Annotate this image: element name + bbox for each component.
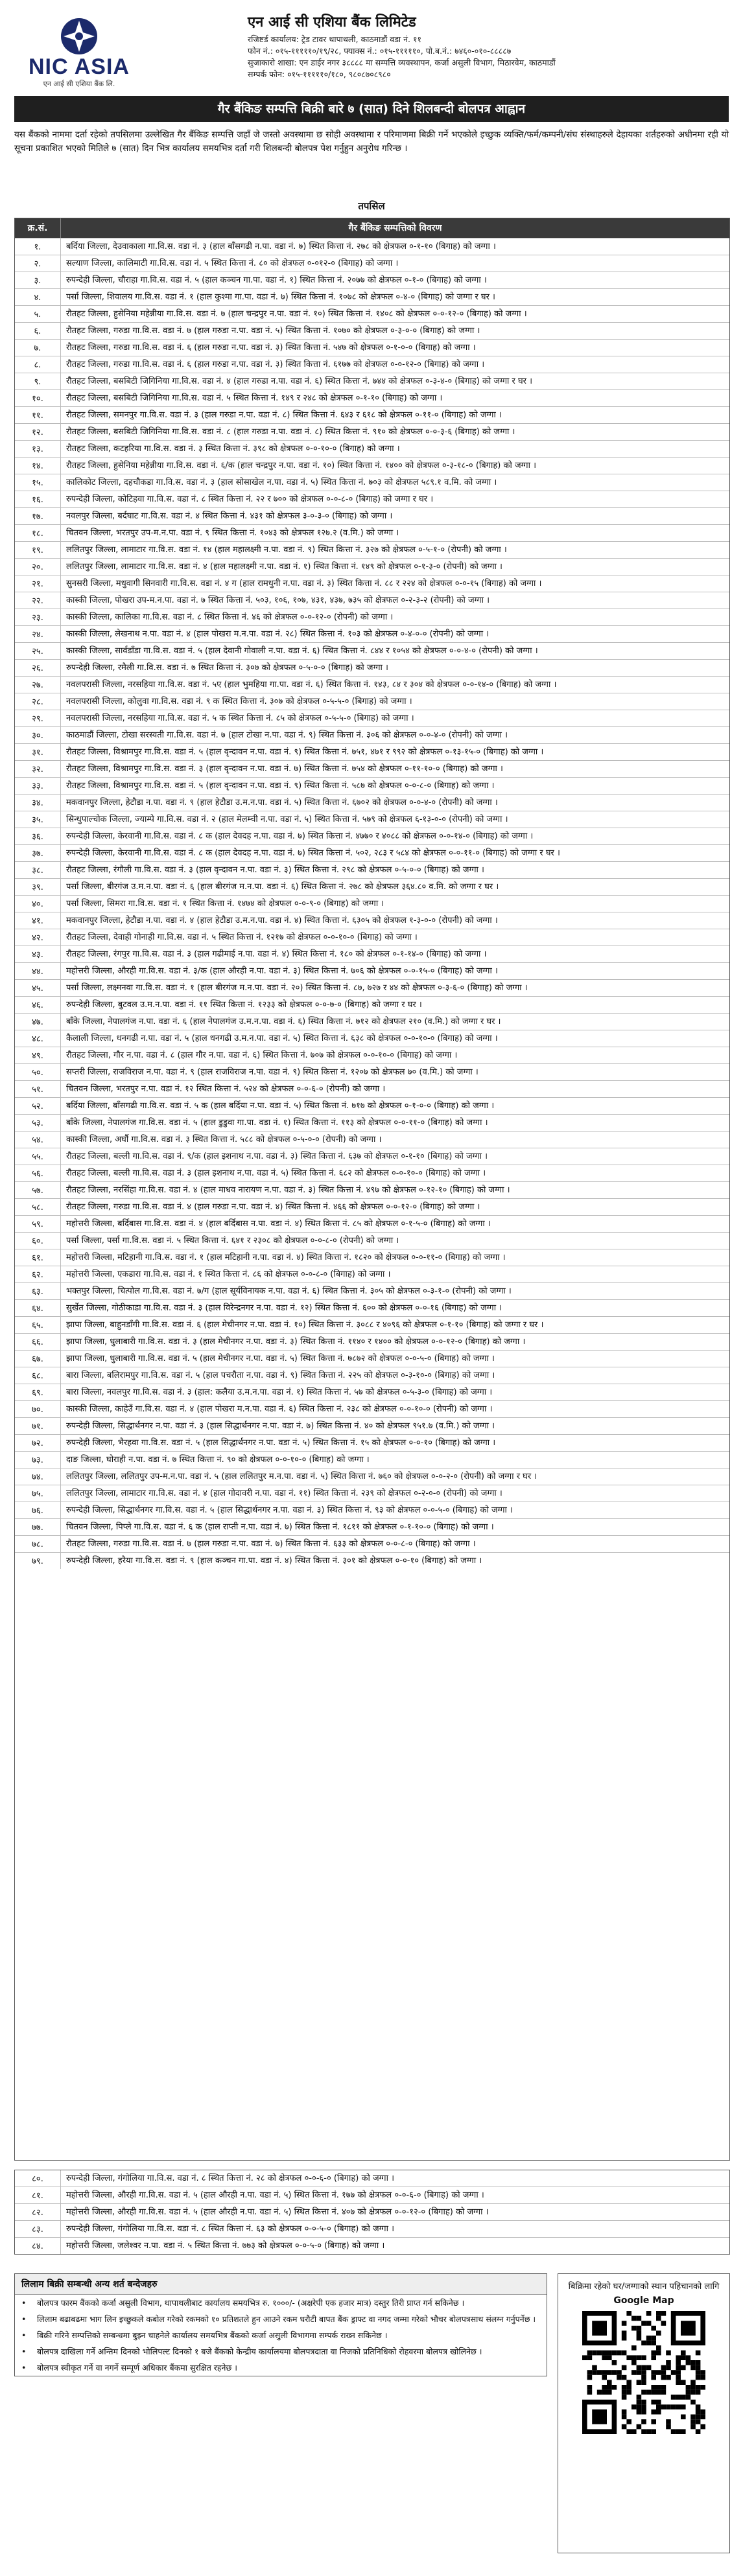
table-row <box>15 1198 729 1215</box>
row-desc: रौतहट जिल्ला, कटहरिया गा.वि.स. वडा नं. ३ स्थित कित्ता नं. ३९८ को क्षेत्रफल ०-०-१०-० (बिगाह) को जग्गा । <box>66 444 400 454</box>
table-row <box>15 1097 729 1114</box>
row-sn: २२. <box>15 592 61 609</box>
row-sn: ८०. <box>15 2170 61 2187</box>
table-row <box>15 962 729 979</box>
org-name: एन आई सी एशिया बैंक लिमिटेड <box>248 14 416 30</box>
phone-line: फोन नं.: ०१५-१११११०/१९/२८, फ्याक्स नं.: ०१५-१११११०, पो.ब.नं.: ७४६०-०१०-८८८८७ <box>248 46 512 56</box>
row-sn: ५०. <box>15 1064 61 1080</box>
row-desc: मकवानपुर जिल्ला, हेटौडा न.पा. वडा नं. ९ (हाल हेटौडा उ.म.न.पा. वडा नं. ५) स्थित कित्ता नं. ६७०२ को क्षेत्रफल ०-०-४-० (रोपनी) को जग्गा । <box>66 798 498 807</box>
row-desc: सुनसरी जिल्ला, मधुवागी सिनवारी गा.वि.स. वडा नं. ४ ग (हाल रामधुनी न.पा. वडा नं. ३) स्थित कित्ता नं. ८८ र २२४ को क्षेत्रफल ०-०-१५ (बिगाह) को जग्गा । <box>66 579 542 588</box>
row-desc: रौतहट जिल्ला, गरुडा गा.वि.स. वडा नं. ६ (हाल गरुडा न.पा. वडा नं. ३) स्थित कित्ता नं. ५४७ को क्षेत्रफल ०-१-०-० (बिगाह) को जग्गा । <box>66 343 476 353</box>
table-row <box>15 1451 729 1468</box>
table-row <box>15 912 729 929</box>
row-desc: झापा जिल्ला, धुलाबारी गा.वि.स. वडा नं. ५ (हाल मेचीनगर न.पा. वडा नं. ५) स्थित कित्ता नं. ७८७२ को क्षेत्रफल ०-०-५-० (बिगाह) को जग्गा । <box>66 1354 495 1363</box>
row-desc: कास्की जिल्ला, लेखनाथ न.पा. वडा नं. ४ (हाल पोखरा म.न.पा. वडा नं. २८) स्थित कित्ता नं. १०३ को क्षेत्रफल ०-४-०-० (रोपनी) को जग्गा । <box>66 629 489 639</box>
table-row <box>15 811 729 828</box>
row-sn: ४३. <box>15 946 61 962</box>
row-sn: ७३. <box>15 1452 61 1468</box>
row-sn: ६४. <box>15 1300 61 1316</box>
table-row <box>15 1417 729 1434</box>
row-desc: सप्तरी जिल्ला, राजविराज न.पा. वडा नं. ९ (हाल राजविराज न.पा. वडा नं. ९) स्थित कित्ता नं. १२०७ को क्षेत्रफल ७० (व.मि.) को जग्गा । <box>66 1067 478 1077</box>
row-desc: रुपन्देही जिल्ला, कोटिहवा गा.वि.स. वडा नं. ८ स्थित कित्ता नं. २२ र ७०० को क्षेत्रफल ०-०-८-० (बिगाह) को जग्गा र घर । <box>66 494 434 504</box>
row-sn: ७१. <box>15 1418 61 1434</box>
row-sn: ५३. <box>15 1115 61 1131</box>
continuation-table <box>14 2170 730 2255</box>
row-desc: सिन्धुपाल्चोक जिल्ला, ज्याम्पे गा.वि.स. वडा नं. २ (हाल मेलम्ची न.पा. वडा नं. ५) स्थित कित्ता नं. ५७९ को क्षेत्रफल ६-१३-०-० (रोपनी) को जग्गा । <box>66 815 508 824</box>
row-sn: ७८. <box>15 1536 61 1552</box>
table-row <box>15 1350 729 1367</box>
condition-text: बोलपत्र स्वीकृत गर्ने वा नगर्ने सम्पूर्ण अधिकार बैंकमा सुरक्षित रहनेछ । <box>37 2363 237 2373</box>
table-row <box>15 1131 729 1148</box>
table-row <box>15 474 729 491</box>
row-sn: ६५. <box>15 1317 61 1333</box>
table-row <box>15 238 729 255</box>
row-sn: १६. <box>15 491 61 507</box>
bank-logo <box>14 17 144 88</box>
table-body <box>15 238 729 2160</box>
table-row <box>15 726 729 743</box>
notice-intro: यस बैंकको नाममा दर्ता रहेको तपसिलमा उल्लेखित गैर बैंकिङ सम्पत्ति जहाँ जे जस्तो अवस्थामा छ सोही अवस्थामा र परिमाणमा बिक्री गर्ने भएकोले इच्छुक व्यक्ति/फर्म/कम्पनी/संघ संस्थाहरुले देहायका शर्तहरुको अधीनमा रही यो सूचना प्रकाशित भएको मितिले ७ (सात) दिन भित्र कार्यालय समयभित्र दर्ता गरी शिलबन्दी बोलपत्र पेश गर्नुहुन अनुरोध गरिन्छ । <box>14 130 729 154</box>
table-header <box>15 218 729 238</box>
map-caption: बिक्रिमा रहेको घर/जग्गाको स्थान पहिचानको लागि <box>568 2282 720 2292</box>
notice-page <box>14 12 729 2565</box>
table-row <box>15 1282 729 1299</box>
table-row <box>15 777 729 794</box>
table-row <box>15 1485 729 1502</box>
row-sn: ५१. <box>15 1081 61 1097</box>
row-sn: ६. <box>15 323 61 339</box>
conditions-box <box>14 2273 547 2376</box>
row-sn: ७५. <box>15 1485 61 1502</box>
row-desc: बारा जिल्ला, नवलपुर गा.वि.स. वडा नं. ३ (हाल: कलैया उ.म.न.पा. वडा नं. १) स्थित कित्ता नं. ५७ को क्षेत्रफल ०-५-३-० (बिगाह) को जग्गा । <box>66 1387 493 1397</box>
row-sn: १२. <box>15 424 61 440</box>
table-row <box>15 710 729 726</box>
row-desc: रुपन्देही जिल्ला, गंगोलिया गा.वि.स. वडा नं. ८ स्थित कित्ता नं. २८ को क्षेत्रफल ०-०-६-० (बिगाह) को जग्गा । <box>66 2174 395 2183</box>
row-sn: ३९. <box>15 879 61 895</box>
row-desc: चितवन जिल्ला, पिप्ले गा.वि.स. वडा नं. ६ क (हाल राप्ती न.पा. वडा नं. ७) स्थित कित्ता नं. १८११ को क्षेत्रफल ०-१-१०-० (बिगाह) को जग्गा । <box>66 1522 494 1532</box>
logo-tagline: एन आई सी एशिया बैंक लि. <box>43 80 115 88</box>
row-sn: ८४. <box>15 2238 61 2254</box>
table-row <box>15 1047 729 1063</box>
row-sn: २७. <box>15 677 61 693</box>
row-sn: ४५. <box>15 980 61 996</box>
table-row <box>15 524 729 541</box>
row-sn: ४८. <box>15 1030 61 1047</box>
row-desc: रुपन्देही जिल्ला, केरवानी गा.वि.स. वडा नं. ८ क (हाल देवदह न.पा. वडा नं. ७) स्थित कित्ता नं. ५०२, २८३ र ५८४ को क्षेत्रफल ०-०-११-० (बिगाह) को जग्गा र घर । <box>66 848 560 858</box>
row-desc: नवलपरासी जिल्ला, कोलुवा गा.वि.स. वडा नं. ९ क स्थित कित्ता नं. ३०७ को क्षेत्रफल ०-५-५-० (बिगाह) को जग्गा । <box>66 697 412 706</box>
table-row <box>15 1249 729 1266</box>
table-row <box>15 861 729 878</box>
row-sn: ९. <box>15 373 61 389</box>
bank-logo-icon <box>60 17 99 56</box>
row-desc: महोत्तरी जिल्ला, औरही गा.वि.स. वडा नं. ५ (हाल औरही न.पा. वडा नं. ५) स्थित कित्ता नं. ४०७ को क्षेत्रफल ०-०-१२-० (बिगाह) को जग्गा । <box>66 2207 489 2217</box>
condition-item <box>15 2327 547 2343</box>
table-row <box>15 979 729 996</box>
condition-number: • <box>21 2330 27 2340</box>
table-row <box>15 575 729 592</box>
row-desc: रुपन्देही जिल्ला, चौराहा गा.वि.स. वडा नं. ५ (हाल कञ्चन गा.पा. वडा नं. १) स्थित कित्ता नं. २०७७ को क्षेत्रफल ०-१-० (बिगाह) को जग्गा । <box>66 275 487 285</box>
row-desc: रौतहट जिल्ला, बल्ली गा.वि.स. वडा नं. ९/क (हाल इशनाथ न.पा. वडा नं. ३) स्थित कित्ता नं. ६३७ को क्षेत्रफल ०-१-१० (बिगाह) को जग्गा । <box>66 1152 488 1161</box>
row-desc: रौतहट जिल्ला, नरसिंहा गा.वि.स. वडा नं. ४ (हाल माधव नारायण न.पा. वडा नं. ३) स्थित कित्ता नं. ४९७ को क्षेत्रफल ०-१२-१० (बिगाह) को जग्गा । <box>66 1185 510 1195</box>
table-row <box>15 1165 729 1181</box>
row-desc: रुपन्देही जिल्ला, भैरहवा गा.वि.स. वडा नं. ५ (हाल सिद्धार्थनगर न.पा. वडा नं. ५) स्थित कित्ता नं. १५ को क्षेत्रफल ०-०-१० (बिगाह) को जग्गा । <box>66 1438 496 1448</box>
row-desc: महोत्तरी जिल्ला, औरही गा.वि.स. वडा नं. ३/क (हाल औरही न.पा. वडा नं. ३) स्थित कित्ता नं. ७०६ को क्षेत्रफल ०-०-१५-० (बिगाह) को जग्गा । <box>66 966 498 976</box>
conditions-title: लिलाम बिक्री सम्बन्धी अन्य शर्त बन्देजहरु <box>15 2274 547 2295</box>
row-desc: रौतहट जिल्ला, बल्ली गा.वि.स. वडा नं. ३ (हाल इशनाथ न.पा. वडा नं. ५) स्थित कित्ता नं. ६८२ को क्षेत्रफल ०-०-१०-० (बिगाह) को जग्गा । <box>66 1168 486 1178</box>
row-desc: कास्की जिल्ला, काहेउँ गा.वि.स. वडा नं. ४ (हाल पोखरा म.न.पा. वडा नं. ६) स्थित कित्ता नं. २३८ को क्षेत्रफल ०-०-१०-० (रोपनी) को जग्गा । <box>66 1404 493 1414</box>
row-desc: रौतहट जिल्ला, रंगौली गा.वि.स. वडा नं. ३ (हाल वृन्दावन न.पा. वडा नं. ३) स्थित कित्ता नं. २९८ को क्षेत्रफल ०-५-०-० (बिगाह) को जग्गा । <box>66 865 484 875</box>
table-row <box>15 2170 729 2187</box>
notice-title: गैर बैंकिङ सम्पत्ति बिक्री बारे ७ (सात) दिने शिलबन्दी बोलपत्र आह्वान <box>14 96 729 122</box>
row-sn: ५७. <box>15 1182 61 1198</box>
row-desc: रुपन्देही जिल्ला, केरवानी गा.वि.स. वडा नं. ८ क (हाल देवदह न.पा. वडा नं. ७) स्थित कित्ता नं. ४७७० र ४०८८ को क्षेत्रफल ०-०-१४-० (बिगाह) को जग्गा । <box>66 831 534 841</box>
row-sn: ४२. <box>15 929 61 946</box>
row-desc: रौतहट जिल्ला, बसबिटी जिगिनिया गा.वि.स. वडा नं. ८ (हाल गरुडा न.पा. वडा नं. ८) स्थित कित्ता नं. ९१० को क्षेत्रफल ०-०-३-६ (बिगाह) को जग्गा । <box>66 427 515 437</box>
table-row <box>15 592 729 609</box>
table-row <box>15 642 729 659</box>
row-desc: काठमाडौं जिल्ला, टोखा सरस्वती गा.वि.स. वडा नं. ७ (हाल टोखा न.पा. वडा नं. ९) स्थित कित्ता नं. ३०६ को क्षेत्रफल ०-०-४-० (रोपनी) को जग्गा । <box>66 730 508 740</box>
table-row <box>15 558 729 575</box>
row-desc: रौतहट जिल्ला, समनपुर गा.वि.स. वडा नं. ३ (हाल गरुडा न.पा. वडा नं. ८) स्थित कित्ता नं. ६४३ र ६१८ को क्षेत्रफल ०-११-० (बिगाह) को जग्गा । <box>66 410 502 420</box>
row-desc: कालिकोट जिल्ला, दहचौकडा गा.वि.स. वडा नं. ३ (हाल सोसाखेल न.पा. वडा नं. ५) स्थित कित्ता नं. ७०३ को क्षेत्रफल ५८९.१ व.मि. को जग्गा । <box>66 478 497 487</box>
row-desc: रुपन्देही जिल्ला, गंगोलिया गा.वि.स. वडा नं. ८ स्थित कित्ता नं. ६३ को क्षेत्रफल ०-०-५-० (बिगाह) को जग्गा । <box>66 2224 395 2234</box>
address-line: रजिष्टर्ड कार्यालय: ट्रेड टावर थापाथली, काठमाडौं वडा नं. ११ <box>248 34 422 44</box>
row-sn: ५८. <box>15 1199 61 1215</box>
row-desc: कैलाली जिल्ला, धनगढी न.पा. वडा नं. ५ (हाल धनगढी उ.म.न.पा. वडा नं. ५) स्थित कित्ता नं. ६३८ को क्षेत्रफल ०-०-१०-० (बिगाह) को जग्गा । <box>66 1034 498 1043</box>
row-desc: रौतहट जिल्ला, देवाही गोनाही गा.वि.स. वडा नं. ५ स्थित कित्ता नं. १२१७ को क्षेत्रफल ०-०-१०-० (बिगाह) को जग्गा । <box>66 933 418 942</box>
condition-text: लिलाम बढाबढमा भाग लिन इच्छुकले कबोल गरेको रकमको १० प्रतिशतले हुन आउने रकम धरौटी बापत बैंक ड्राफ्ट वा नगद जम्मा गरेको भौचर बोलपत्रसाथ संलग्न गर्नुपर्नेछ । <box>37 2314 536 2324</box>
row-desc: रुपन्देही जिल्ला, सिद्धार्थनगर गा.वि.स. वडा नं. ५ (हाल सिद्धार्थनगर न.पा. वडा नं. ३) स्थित कित्ता नं. ९३ को क्षेत्रफल ०-०-५-० (बिगाह) को जग्गा । <box>66 1505 513 1515</box>
table-row <box>15 491 729 507</box>
row-desc: कास्की जिल्ला, पोखरा उप-म.न.पा. वडा नं. ७ स्थित कित्ता नं. ५०३, १०६, १०७, ४३१, ४३७, ७३५ को क्षेत्रफल ०-२-३-२ (रोपनी) को जग्गा । <box>66 596 490 605</box>
row-sn: १७. <box>15 508 61 524</box>
condition-item <box>15 2343 547 2360</box>
row-desc: रुपन्देही जिल्ला, सिद्धार्थनगर न.पा. वडा नं. ३ (हाल सिद्धार्थनगर न.पा. वडा नं. ७) स्थित कित्ता नं. ४० को क्षेत्रफल ९५१.७ (व.मि.) को जग्गा । <box>66 1421 495 1431</box>
row-desc: रुपन्देही जिल्ला, रमैली गा.वि.स. वडा नं. ७ स्थित कित्ता नं. ३०७ को क्षेत्रफल ०-५-०-० (बिगाह) को जग्गा । <box>66 663 388 673</box>
row-desc: रौतहट जिल्ला, हुसेनिया महेन्नीया गा.वि.स. वडा नं. ७ (हाल चन्द्रपुर न.पा. वडा नं. १०) स्थित कित्ता नं. १४०८ को क्षेत्रफल ०-०-१२-० (बिगाह) को जग्गा । <box>66 309 527 319</box>
row-sn: ६२. <box>15 1266 61 1282</box>
table-row <box>15 356 729 373</box>
table-row <box>15 693 729 710</box>
table-row <box>15 828 729 844</box>
row-sn: ११. <box>15 407 61 423</box>
table-row <box>15 255 729 272</box>
row-sn: ७७. <box>15 1519 61 1535</box>
row-desc: चितवन जिल्ला, भरतपुर उप-म.न.पा. वडा नं. ९ स्थित कित्ता नं. १०४३ को क्षेत्रफल १२७.२ (व.मि.) को जग्गा । <box>66 528 399 538</box>
row-desc: पर्सा जिल्ला, लक्ष्मनवा गा.वि.स. वडा नं. १ (हाल बीरगंज म.न.पा. वडा नं. २०) स्थित कित्ता नं. ८७, ७२७ र ४४ को क्षेत्रफल ०-३-६-० (बिगाह) को जग्गा । <box>66 983 528 993</box>
row-desc: रौतहट जिल्ला, विश्रामपुर गा.वि.स. वडा नं. ५ (हाल वृन्दावन न.पा. वडा नं. ९) स्थित कित्ता नं. ७५१, ४७१ र ९९२ को क्षेत्रफल ०-१३-१५-० (बिगाह) को जग्गा । <box>66 747 544 757</box>
map-box <box>558 2273 730 2553</box>
row-desc: ललितपुर जिल्ला, लामाटार गा.वि.स. वडा नं. ४ (हाल गोदावरी न.पा. वडा नं. ११) स्थित कित्ता नं. २३९ को क्षेत्रफल ०-२-०-० (रोपनी) को जग्गा । <box>66 1489 502 1498</box>
row-sn: ३०. <box>15 727 61 743</box>
table-row <box>15 1400 729 1417</box>
row-sn: ६९. <box>15 1384 61 1400</box>
row-desc: रौतहट जिल्ला, गौर न.पा. वडा नं. ८ (हाल गौर न.पा. वडा नं. ६) स्थित कित्ता नं. ७०७ को क्षेत्रफल ०-०-१०-० (बिगाह) को जग्गा । <box>66 1050 458 1060</box>
row-desc: पर्सा जिल्ला, शिवालय गा.वि.स. वडा नं. १ (हाल कुश्मा गा.पा. वडा नं. ७) स्थित कित्ता नं. १०७८ को क्षेत्रफल ०-४-० (बिगाह) को जग्गा र घर । <box>66 292 495 302</box>
header <box>14 12 729 91</box>
row-desc: बर्दिया जिल्ला, देउवाकाला गा.वि.स. वडा नं. ३ (हाल बाँसगढी न.पा. वडा नं. ७) स्थित कित्ता नं. २७८ को क्षेत्रफल ०-१-१० (बिगाह) को जग्गा । <box>66 242 496 251</box>
table-row <box>15 996 729 1013</box>
property-table <box>14 218 730 2161</box>
row-desc: महोत्तरी जिल्ला, जलेश्वर न.पा. वडा नं. ५ स्थित कित्ता नं. ७७३ को क्षेत्रफल ०-०-५-० (बिगाह) को जग्गा । <box>66 2241 385 2251</box>
row-sn: ६६. <box>15 1334 61 1350</box>
row-sn: ४९. <box>15 1047 61 1063</box>
row-sn: ८१. <box>15 2187 61 2203</box>
table-row <box>15 1367 729 1384</box>
col-sn: क्र.सं. <box>15 218 61 238</box>
row-sn: ५२. <box>15 1098 61 1114</box>
dept-line: सुजाकारो शाखा: एन डाईर नगर ३८८८८ मा सम्पत्ति व्यवस्थापन, कर्जा असुली विभाग, मिठारवेम, काठमाडौं <box>248 58 556 67</box>
row-sn: ८२. <box>15 2204 61 2220</box>
table-row <box>15 1030 729 1047</box>
row-sn: ५९. <box>15 1216 61 1232</box>
row-desc: झापा जिल्ला, धुलाबारी गा.वि.स. वडा नं. ३ (हाल मेचीनगर न.पा. वडा नं. ३) स्थित कित्ता नं. ११४० र १४०० को क्षेत्रफल ०-०-१२-० (बिगाह) को जग्गा । <box>66 1337 526 1347</box>
table-row <box>15 288 729 305</box>
row-desc: पर्सा जिल्ला, सिमरा गा.वि.स. वडा नं. १ स्थित कित्ता नं. १४७४ को क्षेत्रफल ०-०-९-० (बिगाह) को जग्गा । <box>66 899 384 909</box>
row-sn: ४. <box>15 289 61 305</box>
table-row <box>15 946 729 962</box>
row-sn: २६. <box>15 660 61 676</box>
row-sn: ३२. <box>15 761 61 777</box>
row-desc: महोत्तरी जिल्ला, औरही गा.वि.स. वडा नं. ५ (हाल औरही न.पा. वडा नं. ५) स्थित कित्ता नं. १७७ को क्षेत्रफल ०-०-६-० (बिगाह) को जग्गा । <box>66 2190 484 2200</box>
row-desc: रौतहट जिल्ला, गरुडा गा.वि.स. वडा नं. ६ (हाल गरुडा न.पा. वडा नं. ३) स्थित कित्ता नं. ६१७७ को क्षेत्रफल ०-०-१२-० (बिगाह) को जग्गा । <box>66 360 485 369</box>
row-desc: बारा जिल्ला, बलिरामपुर गा.वि.स. वडा नं. ५ (हाल पचरौता न.पा. वडा नं. ९) स्थित कित्ता नं. २२५ को क्षेत्रफल ०-३-१०-० (बिगाह) को जग्गा । <box>66 1371 495 1380</box>
row-sn: ४१. <box>15 912 61 929</box>
row-desc: दाङ जिल्ला, घोराही न.पा. वडा नं. ७ स्थित कित्ता नं. ९० को क्षेत्रफल ०-०-१०-० (बिगाह) को जग्गा । <box>66 1455 370 1465</box>
row-sn: २५. <box>15 643 61 659</box>
condition-text: बोलपत्र दाखिला गर्ने अन्तिम दिनको भोलिपल्ट दिनको १ बजे बैंकको केन्द्रीय कार्यालयमा बोलपत्रदाता वा निजको प्रतिनिधिको रोहवरमा बोलपत्र खोलिनेछ । <box>37 2347 482 2356</box>
row-sn: १३. <box>15 441 61 457</box>
table-row <box>15 2187 729 2203</box>
row-sn: ६१. <box>15 1249 61 1266</box>
row-sn: ३१. <box>15 744 61 760</box>
row-sn: २. <box>15 255 61 272</box>
row-sn: ४०. <box>15 896 61 912</box>
row-desc: नवलपुर जिल्ला, बर्दघाट गा.वि.स. वडा नं. ४ स्थित कित्ता नं. ४३१ को क्षेत्रफल ३-०-३-० (बिगाह) को जग्गा । <box>66 511 393 521</box>
table-row <box>15 1468 729 1485</box>
condition-text: बिक्री गरिने सम्पत्तिको सम्बन्धमा बुझ्न चाहनेले कार्यालय समयभित्र बैंकको कर्जा असुली विभागमा सम्पर्क राख्न सकिनेछ । <box>37 2330 388 2340</box>
table-row <box>15 794 729 811</box>
row-desc: कास्की जिल्ला, कालिका गा.वि.स. वडा नं. ८ स्थित कित्ता नं. ४६ को क्षेत्रफल ०-०-१२-० (रोपनी) को जग्गा । <box>66 612 394 622</box>
table-row <box>15 1518 729 1535</box>
table-row <box>15 1063 729 1080</box>
table-row <box>15 1181 729 1198</box>
map-label: Google Map <box>613 2295 674 2306</box>
table-row <box>15 457 729 474</box>
row-desc: सुर्खेत जिल्ला, गोठीकाडा गा.वि.स. वडा नं. ३ (हाल विरेन्द्रनगर न.पा. वडा नं. १२) स्थित कित्ता नं. ६०० को क्षेत्रफल ०-०-१६ (बिगाह) को जग्गा । <box>66 1303 502 1313</box>
table-row <box>15 2220 729 2237</box>
row-sn: ७०. <box>15 1401 61 1417</box>
row-sn: १५. <box>15 474 61 491</box>
row-desc: बाँके जिल्ला, नेपालगंज न.पा. वडा नं. ६ (हाल नेपालगंज उ.म.न.पा. वडा नं. ६) स्थित कित्ता नं. ७१२ को क्षेत्रफल २१० (व.मि.) को जग्गा र घर । <box>66 1017 501 1027</box>
row-desc: ललितपुर जिल्ला, ललितपुर उप-म.न.पा. वडा नं. ५ (हाल ललितपुर म.न.पा. वडा नं. ५) स्थित कित्ता नं. ७६० को क्षेत्रफल ०-०-२-० (रोपनी) को जग्गा र घर । <box>66 1472 537 1481</box>
row-sn: ५. <box>15 306 61 322</box>
table-row <box>15 2237 729 2254</box>
table-row <box>15 1232 729 1249</box>
row-sn: ३८. <box>15 862 61 878</box>
row-desc: पर्सा जिल्ला, पर्सा गा.वि.स. वडा नं. ५ स्थित कित्ता नं. ६४१ र २३०८ को क्षेत्रफल ०-०-८-० (रोपनी) को जग्गा । <box>66 1236 399 1246</box>
table-row <box>15 1333 729 1350</box>
row-sn: ५४. <box>15 1131 61 1148</box>
table-row <box>15 1080 729 1097</box>
condition-item <box>15 2295 547 2311</box>
row-sn: ३६. <box>15 828 61 844</box>
table-row <box>15 339 729 356</box>
row-sn: ५६. <box>15 1165 61 1181</box>
row-desc: चितवन जिल्ला, भरतपुर न.पा. वडा नं. १२ स्थित कित्ता नं. ५२४ को क्षेत्रफल ०-०-६-० (रोपनी) को जग्गा । <box>66 1084 386 1094</box>
row-sn: ३५. <box>15 811 61 828</box>
table-row <box>15 1114 729 1131</box>
table-row <box>15 743 729 760</box>
table-row <box>15 1316 729 1333</box>
table-row <box>15 1552 729 1569</box>
row-sn: ६८. <box>15 1367 61 1384</box>
row-sn: ४६. <box>15 997 61 1013</box>
condition-number: • <box>21 2363 27 2373</box>
row-desc: ललितपुर जिल्ला, लामाटार गा.वि.स. वडा नं. १४ (हाल महालक्ष्मी न.पा. वडा नं. ९) स्थित कित्ता नं. ३२७ को क्षेत्रफल ०-५-१-० (रोपनी) को जग्गा । <box>66 545 507 555</box>
row-desc: सल्याण जिल्ला, कालिमाटी गा.वि.स. वडा नं. ५ स्थित कित्ता नं. ८० को क्षेत्रफल ०-०१२-० (बिगाह) को जग्गा । <box>66 259 399 268</box>
table-row <box>15 1434 729 1451</box>
row-desc: नवलपरासी जिल्ला, नरसहिया गा.वि.स. वडा नं. ५ क स्थित कित्ता नं. ८५ को क्षेत्रफल ०-५-५-० (बिगाह) को जग्गा । <box>66 714 414 723</box>
table-row <box>15 1502 729 1518</box>
row-desc: रौतहट जिल्ला, बसबिटी जिगिनिया गा.वि.स. वडा नं. ४ (हाल गरुडा न.पा. वडा नं. ६) स्थित कित्ता नं. ७४४ को क्षेत्रफल ०-३-४-० (बिगाह) को जग्गा र घर । <box>66 377 533 386</box>
row-desc: रौतहट जिल्ला, गरुडा गा.वि.स. वडा नं. ७ (हाल गरुडा न.पा. वडा नं. ७) स्थित कित्ता नं. ६३३ को क्षेत्रफल ०-०-८-० (बिगाह) को जग्गा । <box>66 1539 476 1549</box>
row-sn: ६७. <box>15 1351 61 1367</box>
condition-number: • <box>21 2347 27 2356</box>
row-sn: २३. <box>15 609 61 625</box>
condition-text: बोलपत्र फारम बैंकको कर्जा असुली विभाग, थापाथलीबाट कार्यालय समयभित्र रु. १०००/- (अक्षरेपी एक हजार मात्र) दस्तुर तिरी प्राप्त गर्न सकिनेछ । <box>37 2298 465 2308</box>
table-row <box>15 659 729 676</box>
table-row <box>15 541 729 558</box>
table-row <box>15 844 729 861</box>
row-sn: ३. <box>15 272 61 288</box>
table-row <box>15 406 729 423</box>
row-sn: ३७. <box>15 845 61 861</box>
schedule-label: तपसिल <box>358 200 385 212</box>
table-row <box>15 676 729 693</box>
row-sn: ७. <box>15 340 61 356</box>
row-sn: ७६. <box>15 1502 61 1518</box>
row-desc: रौतहट जिल्ला, गरुडा गा.वि.स. वडा नं. ७ (हाल गरुडा न.पा. वडा नं. ५) स्थित कित्ता नं. १०७० को क्षेत्रफल ०-३-०-० (बिगाह) को जग्गा । <box>66 326 480 336</box>
row-desc: बर्दिया जिल्ला, बाँसगढी गा.वि.स. वडा नं. ५ क (हाल बर्दिया न.पा. वडा नं. ५) स्थित कित्ता नं. ७१७ को क्षेत्रफल ०-१-०-० (बिगाह) को जग्गा । <box>66 1101 495 1111</box>
row-sn: ७९. <box>15 1553 61 1569</box>
row-sn: ३४. <box>15 795 61 811</box>
row-desc: भक्तपुर जिल्ला, चित्पोल गा.वि.स. वडा नं. ७/ग (हाल सूर्यविनायक न.पा. वडा नं. ६) स्थित कित्ता नं. ३०५ को क्षेत्रफल ०-३-१-० (रोपनी) को जग्गा । <box>66 1286 512 1296</box>
condition-number: • <box>21 2298 27 2308</box>
row-desc: मकवानपुर जिल्ला, हेटौडा न.पा. वडा नं. ४ (हाल हेटौडा उ.म.न.पा. वडा नं. ४) स्थित कित्ता नं. ६३०५ को क्षेत्रफल १-३-०-० (रोपनी) को जग्गा । <box>66 916 498 925</box>
row-desc: महोत्तरी जिल्ला, बर्दिबास गा.वि.स. वडा नं. ४ (हाल बर्दिबास न.पा. वडा नं. ४) स्थित कित्ता नं. ८५ को क्षेत्रफल ०-१-५-० (बिगाह) को जग्गा । <box>66 1219 491 1229</box>
table-row <box>15 895 729 912</box>
row-desc: झापा जिल्ला, बाहुनडाँगी गा.वि.स. वडा नं. ६ (हाल मेचीनगर न.पा. वडा नं. १०) स्थित कित्ता नं. ३०८८ र ४०९६ को क्षेत्रफल ०-१-१० (बिगाह) को जग्गा र घर । <box>66 1320 544 1330</box>
org-info <box>248 12 729 80</box>
row-desc: रौतहट जिल्ला, रंगपुर गा.वि.स. वडा नं. ३ (हाल गढीमाई न.पा. वडा नं. ४) स्थित कित्ता नं. १८० को क्षेत्रफल ०-१-१४-० (बिगाह) को जग्गा । <box>66 949 487 959</box>
row-desc: पर्सा जिल्ला, बीरगंज उ.म.न.पा. वडा नं. ६ (हाल बीरगंज म.न.पा. वडा नं. ६) स्थित कित्ता नं. २७८ को क्षेत्रफल ३६४.८० व.मि. को जग्गा र घर । <box>66 882 499 892</box>
condition-number: • <box>21 2314 27 2324</box>
row-sn: २१. <box>15 575 61 592</box>
table-row <box>15 609 729 625</box>
row-desc: रुपन्देही जिल्ला, हरैया गा.वि.स. वडा नं. ९ (हाल कञ्चन गा.पा. वडा नं. ४) स्थित कित्ता नं. ३०१ को क्षेत्रफल ०-०-१० (बिगाह) को जग्गा । <box>66 1556 482 1566</box>
table-row <box>15 423 729 440</box>
table-row <box>15 1215 729 1232</box>
row-desc: ललितपुर जिल्ला, लामाटार गा.वि.स. वडा नं. ४ (हाल महालक्ष्मी न.पा. वडा नं. १) स्थित कित्ता नं. १४९ को क्षेत्रफल ०-१-३-० (रोपनी) को जग्गा । <box>66 562 502 572</box>
row-sn: १९. <box>15 542 61 558</box>
row-sn: ६३. <box>15 1283 61 1299</box>
table-row <box>15 1266 729 1282</box>
row-sn: १०. <box>15 390 61 406</box>
row-desc: रुपन्देही जिल्ला, बुटवल उ.म.न.पा. वडा नं. ११ स्थित कित्ता नं. १२३३ को क्षेत्रफल ०-०-७-० (बिगाह) को जग्गा र घर । <box>66 1000 422 1010</box>
table-row <box>15 760 729 777</box>
table-row <box>15 929 729 946</box>
row-sn: २९. <box>15 710 61 726</box>
row-sn: ५५. <box>15 1148 61 1165</box>
row-sn: २०. <box>15 559 61 575</box>
logo-text: NIC ASIA <box>29 54 130 79</box>
table-row <box>15 1148 729 1165</box>
condition-item <box>15 2360 547 2376</box>
table-row <box>15 373 729 389</box>
row-desc: रौतहट जिल्ला, बसबिटी जिगिनिया गा.वि.स. वडा नं. ५ स्थित कित्ता नं. १४९ र २४८ को क्षेत्रफल ०-१-१० (बिगाह) को जग्गा । <box>66 393 443 403</box>
row-sn: ४४. <box>15 963 61 979</box>
row-sn: ७२. <box>15 1435 61 1451</box>
row-sn: १. <box>15 238 61 255</box>
table-row <box>15 440 729 457</box>
row-sn: १८. <box>15 525 61 541</box>
row-sn: ४७. <box>15 1014 61 1030</box>
table-row <box>15 1384 729 1400</box>
table-row <box>15 389 729 406</box>
row-desc: बाँके जिल्ला, नेपालगंज गा.वि.स. वडा नं. ५ (हाल डुडुवा गा.पा. वडा नं. १) स्थित कित्ता नं. ११३ को क्षेत्रफल ०-०-११-० (बिगाह) को जग्गा । <box>66 1118 488 1128</box>
row-sn: १४. <box>15 458 61 474</box>
table-row <box>15 1013 729 1030</box>
row-sn: ८. <box>15 356 61 373</box>
row-sn: २८. <box>15 693 61 710</box>
row-sn: ८३. <box>15 2221 61 2237</box>
row-desc: नवलपरासी जिल्ला, नरसहिया गा.वि.स. वडा नं. ५ए (हाल भुमहिया गा.पा. वडा नं. ६) स्थित कित्ता नं. १४३, ८४ र ३०४ को क्षेत्रफल ०-०-१४-० (बिगाह) को जग्गा । <box>66 680 557 690</box>
row-desc: महोत्तरी जिल्ला, मटिहानी गा.वि.स. वडा नं. १ (हाल मटिहानी न.पा. वडा नं. ४) स्थित कित्ता नं. १८२० को क्षेत्रफल ०-०-११-० (बिगाह) को जग्गा । <box>66 1253 506 1262</box>
table-row <box>15 322 729 339</box>
table-row <box>15 625 729 642</box>
col-desc: गैर बैंकिङ सम्पत्तिको विवरण <box>348 223 442 233</box>
row-sn: २४. <box>15 626 61 642</box>
contact-line: सम्पर्क फोन: ०१५-१११११०/१८०, ९८०८७०८९८० <box>248 69 391 79</box>
table-row <box>15 2203 729 2220</box>
table-row <box>15 272 729 288</box>
row-desc: रौतहट जिल्ला, विश्रामपुर गा.वि.स. वडा नं. ५ (हाल वृन्दावन न.पा. वडा नं. ९) स्थित कित्ता नं. ५८७ को क्षेत्रफल ०-०-८-० (बिगाह) को जग्गा । <box>66 781 495 791</box>
row-sn: ३३. <box>15 778 61 794</box>
row-desc: कास्की जिल्ला, सार्वडाँडा गा.वि.स. वडा नं. ५ (हाल देवानी गोवाली न.पा. वडा नं. ६) स्थित कित्ता नं. ८४४ र १०५४ को क्षेत्रफल ०-०-४-० (रोपनी) को जग्गा । <box>66 646 538 656</box>
table-row <box>15 1299 729 1316</box>
condition-item <box>15 2311 547 2327</box>
row-sn: ६०. <box>15 1233 61 1249</box>
table-row <box>15 305 729 322</box>
row-desc: रौतहट जिल्ला, गरुडा गा.वि.स. वडा नं. ४ (हाल गरुडा न.पा. वडा नं. ४) स्थित कित्ता नं. ४६६ को क्षेत्रफल ०-०-१२-० (बिगाह) को जग्गा । <box>66 1202 480 1212</box>
table-row <box>15 507 729 524</box>
row-desc: रौतहट जिल्ला, विश्रामपुर गा.वि.स. वडा नं. ३ (हाल वृन्दावन न.पा. वडा नं. ७) स्थित कित्ता नं. ७५४ को क्षेत्रफल ०-११-१०-० (बिगाह) को जग्गा । <box>66 764 503 774</box>
conditions-list <box>15 2295 547 2376</box>
row-desc: महोत्तरी जिल्ला, एकडारा गा.वि.स. वडा नं. १ स्थित कित्ता नं. ८६ को क्षेत्रफल ०-०-८-० (बिगाह) को जग्गा । <box>66 1270 391 1279</box>
row-desc: कास्की जिल्ला, अर्घौ गा.वि.स. वडा नं. ३ स्थित कित्ता नं. ५८८ को क्षेत्रफल ०-५-०-० (रोपनी) को जग्गा । <box>66 1135 382 1144</box>
row-desc: रौतहट जिल्ला, हुसेनिया महेन्नीया गा.वि.स. वडा नं. ६/क (हाल चन्द्रपुर न.पा. वडा नं. १०) स्थित कित्ता नं. १४०० को क्षेत्रफल ०-३-१८-० (बिगाह) को जग्गा । <box>66 461 537 470</box>
table-row <box>15 1535 729 1552</box>
qr-code-icon[interactable] <box>582 2311 705 2434</box>
row-sn: ७४. <box>15 1468 61 1485</box>
table-row <box>15 878 729 895</box>
